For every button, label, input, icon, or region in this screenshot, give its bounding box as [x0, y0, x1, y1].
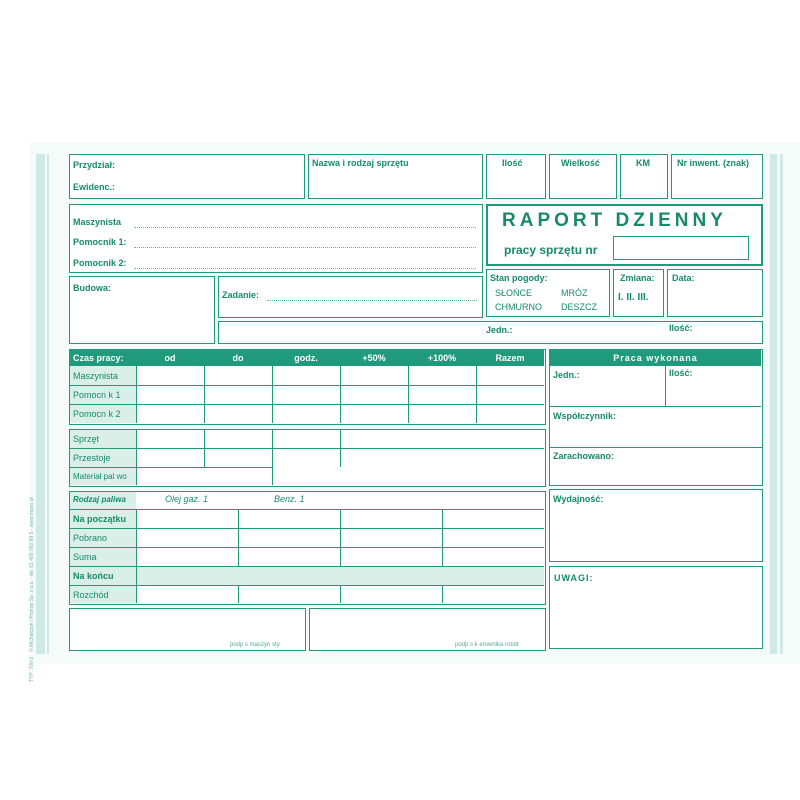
title-box	[486, 204, 763, 266]
left-margin-stripe	[36, 154, 45, 654]
report-title: RAPORT DZIENNY	[502, 210, 727, 231]
equipment-table	[69, 429, 546, 487]
maszynista-line[interactable]	[134, 227, 476, 228]
weather-option-deszcz[interactable]: DESZCZ	[561, 302, 597, 312]
col-50: +50%	[340, 350, 408, 366]
time-table	[69, 349, 546, 425]
weather-option-mroz[interactable]: MRÓZ	[561, 288, 588, 298]
zarachowano-box[interactable]	[549, 448, 763, 486]
ilosc-box[interactable]	[486, 154, 546, 199]
operator-signature-label: podp s maszyn sty	[230, 642, 280, 648]
col-godz: godz.	[272, 350, 340, 366]
nr-inwent-label: Nr inwent. (znak)	[677, 158, 750, 168]
weather-label: Stan pogody:	[490, 273, 548, 283]
col-razem: Razem	[476, 350, 544, 366]
operator-signature-box[interactable]	[69, 608, 306, 651]
row-suma: Suma	[73, 552, 97, 562]
row-material: Materiał pal wo	[73, 472, 127, 481]
pomocnik1-label: Pomocnik 1:	[73, 237, 127, 247]
fuel-type-label: Rodzaj paliwa	[73, 495, 126, 504]
maszynista-label: Maszynista	[73, 217, 122, 227]
manager-signature-label: podp s k erownika robót	[455, 642, 519, 648]
zarachowano-label: Zarachowano:	[553, 451, 615, 461]
pomocnik2-label: Pomocnik 2:	[73, 258, 127, 268]
crew-box	[69, 204, 483, 273]
przydzial-box[interactable]	[69, 154, 305, 199]
col-100: +100%	[408, 350, 476, 366]
zmiana-box	[613, 269, 664, 317]
fuel-col-benz: Benz. 1	[274, 494, 305, 504]
zadanie-line[interactable]	[267, 300, 477, 301]
zmiana-values[interactable]: I. II. III.	[618, 292, 649, 303]
zmiana-label: Zmiana:	[620, 273, 655, 283]
weather-option-slonce[interactable]: SŁOŃCE	[495, 288, 533, 298]
report-subtitle: pracy sprzętu nr	[504, 243, 598, 257]
data-label: Data:	[672, 273, 695, 283]
manager-signature-box[interactable]	[309, 608, 546, 651]
col-od: od	[136, 350, 204, 366]
wielkosc-label: Wielkość	[561, 158, 600, 168]
weather-box	[486, 269, 610, 317]
row-pomocnik1: Pomocn k 1	[73, 390, 121, 400]
row-sprzet: Sprzęt	[73, 434, 100, 444]
uwagi-label: UWAGI:	[554, 573, 594, 583]
zadanie-box[interactable]	[218, 276, 483, 318]
ewidenc-label: Ewidenc.:	[73, 182, 116, 192]
row-maszynista: Maszynista	[73, 371, 119, 381]
wspolczynnik-label: Współczynnik:	[553, 411, 617, 421]
pomocnik2-line[interactable]	[134, 268, 476, 269]
budowa-label: Budowa:	[73, 283, 111, 293]
form-type-code: TYP: 700-3	[29, 656, 35, 682]
work-done-box	[549, 349, 763, 448]
right-margin-stripe	[770, 154, 777, 654]
col-czas-pracy: Czas pracy:	[70, 350, 136, 366]
form-sheet	[29, 142, 800, 682]
zadanie-label: Zadanie:	[222, 290, 260, 300]
publisher-note: © Michalczyk i Prokop Sp. z o.o. · tel. 61 405 050 99 5 · www.mipro.pl	[29, 497, 35, 652]
nr-inwent-box[interactable]	[671, 154, 763, 199]
wydajnosc-label: Wydajność:	[553, 494, 604, 504]
right-margin-stripe-thin	[780, 154, 783, 654]
budowa-box[interactable]	[69, 276, 215, 344]
data-box[interactable]	[667, 269, 763, 317]
work-jedn-label: Jedn.:	[553, 370, 580, 380]
row-przestoje: Przestoje	[73, 453, 111, 463]
km-label: KM	[636, 158, 650, 168]
left-margin-stripe-thin	[47, 154, 49, 654]
equipment-number-input[interactable]	[613, 236, 749, 260]
wydajnosc-box[interactable]	[549, 489, 763, 562]
przydzial-label: Przydział:	[73, 160, 116, 170]
nazwa-sprzetu-box[interactable]	[308, 154, 483, 199]
ilosc-label: Ilość	[502, 158, 523, 168]
nazwa-sprzetu-label: Nazwa i rodzaj sprzętu	[312, 158, 409, 168]
jedn-ilosc-box[interactable]	[218, 321, 763, 344]
pomocnik1-line[interactable]	[134, 247, 476, 248]
row-pomocnik2: Pomocn k 2	[73, 409, 121, 419]
fuel-col-olej: Olej gaz. 1	[165, 494, 209, 504]
uwagi-box[interactable]	[549, 566, 763, 649]
jedn-label: Jedn.:	[486, 325, 513, 335]
fuel-table	[69, 491, 546, 605]
row-na-koncu: Na końcu	[73, 571, 114, 581]
wielkosc-box[interactable]	[549, 154, 617, 199]
ilosc-site-label: Ilość:	[669, 323, 693, 333]
work-done-title: Praca wykonana	[550, 350, 761, 366]
col-do: do	[204, 350, 272, 366]
weather-option-chmurno[interactable]: CHMURNO	[495, 302, 542, 312]
row-pobrano: Pobrano	[73, 533, 108, 543]
work-ilosc-label: Ilość:	[669, 368, 693, 378]
km-box[interactable]	[620, 154, 668, 199]
row-rozchod: Rozchód	[73, 590, 109, 600]
row-na-poczatku: Na początku	[73, 514, 127, 524]
